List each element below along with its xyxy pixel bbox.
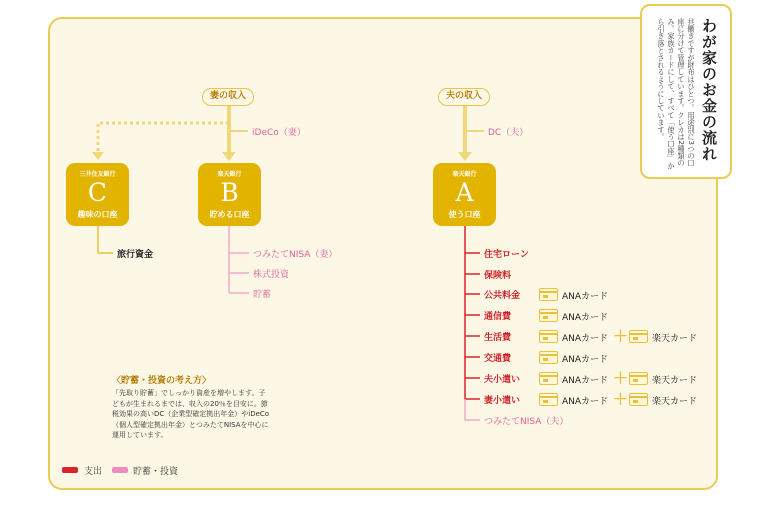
income-husband: 夫の収入 — [438, 88, 490, 106]
b-item-nisa-wife: つみたてNISA（妻） — [253, 250, 338, 260]
a-item-living: 生活費 — [484, 333, 512, 343]
bank-c — [66, 163, 129, 226]
legend-label-expense: 支出 — [84, 467, 103, 477]
bank-b-letter: B — [220, 178, 239, 207]
bank-a-purpose: 使う口座 — [448, 210, 481, 219]
card-label-ana: ANAカード — [562, 313, 609, 323]
bank-b-purpose: 貯める口座 — [209, 210, 250, 219]
bank-b-name: 楽天銀行 — [217, 171, 242, 178]
bank-b — [198, 163, 261, 226]
card-label-ana: ANAカード — [562, 355, 609, 365]
bank-c-letter: C — [87, 178, 108, 207]
credit-card-icon — [539, 330, 558, 343]
card-label-ana: ANAカード — [562, 397, 609, 407]
card-label-rakuten: 楽天カード — [652, 397, 698, 407]
title-description: 共働きですが財布はひとつ。用途別に3つの口座に分けて管理しています。クレカは2種類のみ。家族カードにして、すべて「使う口座」から引き落とされるようにしています。 — [657, 18, 696, 170]
transfer-dc: DC（夫） — [488, 128, 529, 138]
title-box — [640, 4, 732, 179]
plus-icon: ＋ — [613, 327, 629, 345]
a-item-mortgage: 住宅ローン — [484, 250, 529, 260]
plus-icon: ＋ — [613, 390, 629, 408]
a-item-husband-allowance: 夫小遣い — [484, 375, 521, 385]
plus-icon: ＋ — [613, 369, 629, 387]
bank-a-letter: A — [455, 178, 474, 207]
c-item-travel-fund: 旅行資金 — [117, 250, 154, 260]
bank-c-purpose: 趣味の口座 — [77, 210, 118, 219]
a-item-transport: 交通費 — [484, 354, 512, 364]
credit-card-icon — [629, 393, 648, 406]
credit-card-icon — [539, 372, 558, 385]
legend-label-saving: 貯蓄・投資 — [133, 467, 179, 477]
note-body: 「先取り貯蓄」でしっかり資産を増やします。子どもが生まれるまでは、収入の20％を目安に。節税効果の高いDC（企業型確定拠出年金）やiDeCo（個人型確定拠出年金）とつみたてNISAを中心に運用しています。 — [112, 389, 270, 439]
legend-swatch-expense — [62, 467, 78, 473]
a-item-telecom: 通信費 — [484, 312, 512, 322]
b-item-stocks: 株式投資 — [253, 270, 290, 280]
credit-card-icon — [539, 351, 558, 364]
transfer-ideco: iDeCo（妻） — [252, 128, 306, 138]
bank-c-name: 三井住友銀行 — [79, 171, 116, 178]
a-item-utilities: 公共料金 — [484, 291, 521, 301]
card-label-ana: ANAカード — [562, 334, 609, 344]
a-item-wife-allowance: 妻小遣い — [484, 396, 521, 406]
card-label-rakuten: 楽天カード — [652, 376, 698, 386]
card-label-ana: ANAカード — [562, 292, 609, 302]
bank-a — [433, 163, 496, 226]
credit-card-icon — [629, 372, 648, 385]
card-label-ana: ANAカード — [562, 376, 609, 386]
income-wife: 妻の収入 — [202, 88, 254, 106]
credit-card-icon — [539, 393, 558, 406]
credit-card-icon — [539, 309, 558, 322]
a-item-insurance: 保険料 — [484, 271, 512, 281]
b-item-savings: 貯蓄 — [253, 290, 272, 300]
credit-card-icon — [539, 288, 558, 301]
a-item-nisa-husband: つみたてNISA（夫） — [484, 417, 569, 427]
card-label-rakuten: 楽天カード — [652, 334, 698, 344]
page-title: わが家のお金の流れ — [700, 18, 718, 162]
credit-card-icon — [629, 330, 648, 343]
note-title: 〈貯蓄・投資の考え方〉 — [112, 376, 212, 386]
bank-a-name: 楽天銀行 — [452, 171, 477, 178]
legend-swatch-saving — [112, 467, 128, 473]
